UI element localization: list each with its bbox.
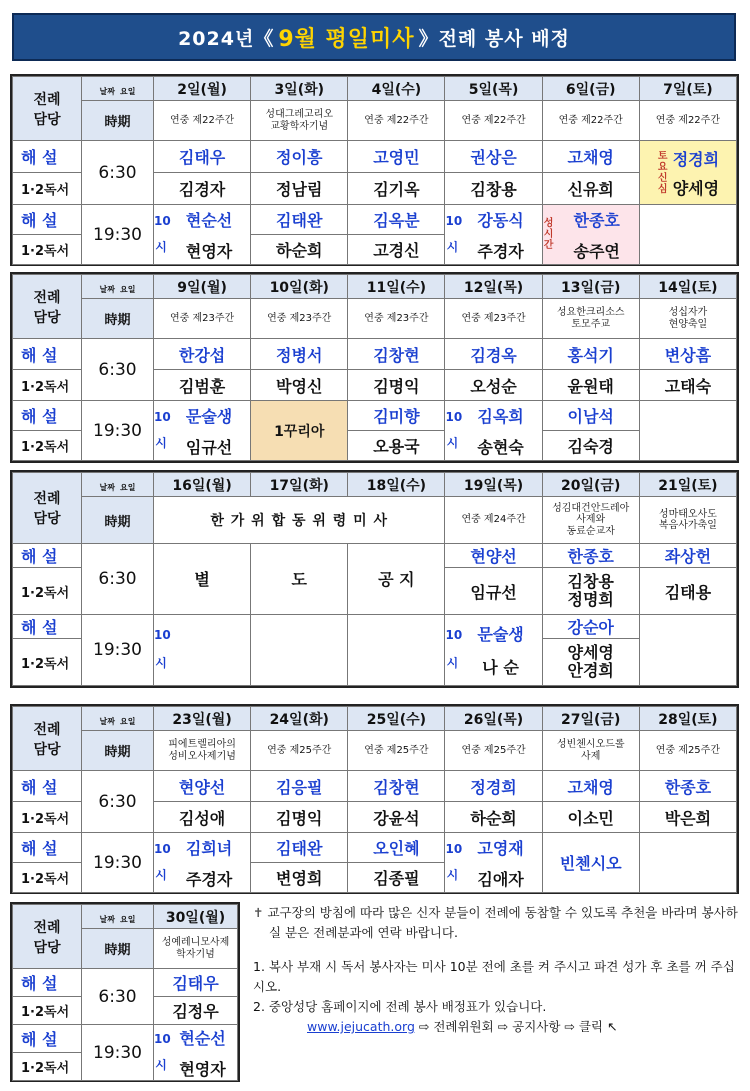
commentator-name: 정경희 <box>445 771 542 802</box>
date-cell: 12일(목) <box>445 275 542 299</box>
commentator-name: 김태우 <box>154 141 251 173</box>
ten-am-cell <box>154 614 251 685</box>
date-cell: 4일(수) <box>348 77 445 101</box>
commentator-name: 김옥분 <box>348 205 445 235</box>
commentator-name: 문술생 <box>477 624 524 644</box>
hour-label: 시 <box>155 868 167 882</box>
ten-am-cell <box>445 401 542 461</box>
commentator-name: 정병서 <box>251 339 348 370</box>
title-prefix: 2024년《 <box>178 27 275 50</box>
notice-text: 교구장의 방침에 따라 많은 신자 분들이 전례에 동참할 수 있도록 추천을 바라며 봉사하실 분은 전례분과에 연락 바랍니다. <box>267 905 738 940</box>
commentator-name: 김경옥 <box>445 339 542 370</box>
date-cell: 5일(목) <box>445 77 542 101</box>
commentator-name: 정이흥 <box>251 141 348 173</box>
hour-label: 시 <box>446 868 459 882</box>
commentator-name: 한종호 <box>573 210 620 230</box>
homepage-path <box>247 1017 739 1037</box>
ten-am-cell <box>154 833 251 893</box>
reader-name: 임규선 <box>445 568 542 615</box>
reader-name: 송현숙 <box>477 437 524 457</box>
empty-cell <box>348 614 445 685</box>
date-header: 날짜 요일 <box>82 905 154 929</box>
reader-name: 오성순 <box>445 370 542 401</box>
reader-name: 양세영 안경희 <box>542 639 639 686</box>
reader-name: 김창용 <box>445 173 542 205</box>
date-cell: 26일(목) <box>445 707 542 731</box>
date-cell: 14일(토) <box>639 275 736 299</box>
reader-name: 김명익 <box>348 370 445 401</box>
mass-time: 19:30 <box>82 614 154 685</box>
reader-name: 변영희 <box>251 863 348 893</box>
reader-name: 박영신 <box>251 370 348 401</box>
mass-time: 6:30 <box>82 339 154 401</box>
commentator-name: 고채영 <box>542 141 639 173</box>
date-cell: 20일(금) <box>542 473 639 497</box>
date-cell: 25일(수) <box>348 707 445 731</box>
reader-label: 1·2독서 <box>13 1053 82 1081</box>
commentator-name: 김옥희 <box>477 406 524 426</box>
season-note: 연중 제25주간 <box>348 731 445 771</box>
date-cell: 17일(화) <box>251 473 348 497</box>
vincent-society-cell: 빈첸시오 <box>542 833 639 893</box>
separate-notice: 공 지 <box>348 543 445 614</box>
role-header: 전례 담당 <box>13 707 82 771</box>
mass-time: 6:30 <box>82 141 154 205</box>
commentator-name: 정경희 <box>672 149 720 169</box>
role-header: 전례 담당 <box>13 473 82 544</box>
notice-item-1: 1. 복사 부재 시 독서 봉사자는 미사 10분 전에 초를 켜 주시고 파견 성가 후 초를 꺼 주십시오. <box>253 959 735 994</box>
ten-am-cell <box>445 205 542 265</box>
reader-name: 정남림 <box>251 173 348 205</box>
empty-cell <box>251 614 348 685</box>
mass-time: 6:30 <box>82 543 154 614</box>
hour-label: 시 <box>155 240 167 254</box>
season-label: 時期 <box>82 101 154 141</box>
commentator-name: 오인혜 <box>348 833 445 863</box>
season-note: 연중 제22주간 <box>154 101 251 141</box>
saturday-devotion-mark: 토요신심 <box>657 150 668 195</box>
commentator-name: 김태완 <box>251 205 348 235</box>
ten-label: 10 <box>445 410 463 424</box>
reader-name: 오용국 <box>348 431 445 461</box>
cross-icon: ✝ <box>253 905 264 920</box>
commentator-name: 한종호 <box>639 771 736 802</box>
date-cell: 3일(화) <box>251 77 348 101</box>
ten-label: 10 <box>154 1032 171 1046</box>
commentator-name: 강순아 <box>542 614 639 638</box>
commentator-name: 김태우 <box>154 969 238 997</box>
date-cell: 10일(화) <box>251 275 348 299</box>
reader-label: 1·2독서 <box>13 568 82 615</box>
commentator-label: 해 설 <box>13 543 82 567</box>
season-label: 時期 <box>82 929 154 969</box>
reader-name: 신유희 <box>542 173 639 205</box>
hour-label: 시 <box>446 656 459 671</box>
reader-label: 1·2독서 <box>13 997 82 1025</box>
commentator-name: 현양선 <box>445 543 542 567</box>
reader-name: 김기옥 <box>348 173 445 205</box>
season-note: 연중 제23주간 <box>251 299 348 339</box>
notice-box <box>247 903 739 1083</box>
empty-cell <box>639 614 736 685</box>
date-cell: 11일(수) <box>348 275 445 299</box>
reader-label: 1·2독서 <box>13 370 82 401</box>
mass-time: 6:30 <box>82 969 154 1025</box>
commentator-name: 좌상헌 <box>639 543 736 567</box>
role-header: 전례 담당 <box>13 77 82 141</box>
homepage-path-text: ⇨ 전례위원회 ⇨ 공지사항 ⇨ 클릭 ↖ <box>418 1019 618 1034</box>
season-note: 연중 제25주간 <box>445 731 542 771</box>
commentator-label: 해 설 <box>13 833 82 863</box>
reader-name: 송주연 <box>573 241 620 261</box>
reader-name: 김명익 <box>251 802 348 833</box>
season-note: 성마태오사도 복음사가축일 <box>639 497 736 544</box>
date-cell: 2일(월) <box>154 77 251 101</box>
commentator-name: 고채영 <box>542 771 639 802</box>
season-note: 성김대건안드레아 사제와 동료순교자 <box>542 497 639 544</box>
commentator-name: 고영민 <box>348 141 445 173</box>
week-2-table <box>10 272 739 463</box>
ten-label: 10 <box>154 628 171 643</box>
reader-name: 김숙경 <box>542 431 639 461</box>
commentator-name: 권상은 <box>445 141 542 173</box>
reader-label: 1·2독서 <box>13 802 82 833</box>
commentator-label: 해 설 <box>13 205 82 235</box>
season-label: 時期 <box>82 299 154 339</box>
commentator-name: 현순선 <box>185 210 233 230</box>
commentator-name: 이남석 <box>542 401 639 431</box>
holy-hour-mark: 성시간 <box>543 218 554 251</box>
commentator-name: 홍석기 <box>542 339 639 370</box>
date-cell: 13일(금) <box>542 275 639 299</box>
empty-cell <box>639 205 736 265</box>
reader-name: 김종필 <box>348 863 445 893</box>
reader-name: 주경자 <box>477 241 524 261</box>
date-cell: 9일(월) <box>154 275 251 299</box>
week-3-table <box>10 470 739 688</box>
season-note: 성대그레고리오 교황학자기념 <box>251 101 348 141</box>
date-cell: 18일(수) <box>348 473 445 497</box>
reader-name: 현영자 <box>185 241 233 261</box>
reader-label: 1·2독서 <box>13 431 82 461</box>
reader-name: 주경자 <box>185 869 233 889</box>
commentator-name: 김창현 <box>348 339 445 370</box>
title-highlight: 9월 평일미사 <box>278 26 415 52</box>
date-cell: 24일(화) <box>251 707 348 731</box>
ten-label: 10 <box>445 628 463 643</box>
date-header: 날짜 요일 <box>82 473 154 497</box>
reader-name: 윤원태 <box>542 370 639 401</box>
notice-paragraph <box>247 903 739 943</box>
mass-time: 19:30 <box>82 401 154 461</box>
reader-name: 현영자 <box>179 1059 226 1079</box>
reader-name: 임규선 <box>185 437 233 457</box>
role-header: 전례 담당 <box>13 275 82 339</box>
commentator-name: 한종호 <box>542 543 639 567</box>
commentator-name: 김응필 <box>251 771 348 802</box>
commentator-label: 해 설 <box>13 969 82 997</box>
reader-name: 고경신 <box>348 235 445 265</box>
commentator-name: 현순선 <box>179 1028 226 1048</box>
season-note: 성요한크리소스 토모주교 <box>542 299 639 339</box>
commentator-name: 김미향 <box>348 401 445 431</box>
saturday-devotion-cell <box>639 141 736 205</box>
commentator-name: 현양선 <box>154 771 251 802</box>
ten-label: 10 <box>445 842 463 856</box>
date-header: 날짜 요일 <box>82 707 154 731</box>
hour-label: 시 <box>155 1058 167 1072</box>
page-title <box>12 13 736 61</box>
reader-name: 이소민 <box>542 802 639 833</box>
season-note: 성예레니모사제 학자기념 <box>154 929 238 969</box>
date-cell: 28일(토) <box>639 707 736 731</box>
chuseok-mass-note: 한 가 위 합 동 위 령 미 사 <box>154 497 445 544</box>
ten-label: 10 <box>154 214 171 228</box>
commentator-name: 강동식 <box>477 210 524 230</box>
hour-label: 시 <box>446 436 459 450</box>
reader-label: 1·2독서 <box>13 235 82 265</box>
season-note: 연중 제25주간 <box>251 731 348 771</box>
season-note: 연중 제23주간 <box>154 299 251 339</box>
homepage-link[interactable]: www.jejucath.org <box>307 1019 415 1034</box>
season-note: 연중 제25주간 <box>639 731 736 771</box>
reader-label: 1·2독서 <box>13 639 82 686</box>
commentator-label: 해 설 <box>13 401 82 431</box>
notice-item-2: 2. 중앙성당 홈페이지에 전례 봉사 배정표가 있습니다. <box>253 999 547 1014</box>
season-note: 성빈첸시오드롤 사제 <box>542 731 639 771</box>
date-cell: 21일(토) <box>639 473 736 497</box>
mass-time: 19:30 <box>82 833 154 893</box>
mass-time: 19:30 <box>82 1025 154 1081</box>
ten-label: 10 <box>154 410 171 424</box>
empty-cell <box>639 833 736 893</box>
season-note: 연중 제24주간 <box>445 497 542 544</box>
reader-name: 박은희 <box>639 802 736 833</box>
week-5-table <box>10 902 240 1082</box>
season-label: 時期 <box>82 731 154 771</box>
mass-time: 6:30 <box>82 771 154 833</box>
season-note: 연중 제22주간 <box>445 101 542 141</box>
hour-label: 시 <box>155 656 167 671</box>
ten-am-cell <box>154 401 251 461</box>
date-cell: 16일(월) <box>154 473 251 497</box>
commentator-name: 문술생 <box>185 406 233 426</box>
commentator-name: 김태완 <box>251 833 348 863</box>
reader-name: 하순희 <box>445 802 542 833</box>
date-cell: 23일(월) <box>154 707 251 731</box>
commentator-name: 김창현 <box>348 771 445 802</box>
date-cell: 7일(토) <box>639 77 736 101</box>
hour-label: 시 <box>155 436 167 450</box>
date-cell: 19일(목) <box>445 473 542 497</box>
reader-name: 김경자 <box>154 173 251 205</box>
reader-label: 1·2독서 <box>13 863 82 893</box>
commentator-label: 해 설 <box>13 1025 82 1053</box>
date-cell: 27일(금) <box>542 707 639 731</box>
commentator-name: 고영재 <box>477 838 524 858</box>
reader-name: 양세영 <box>672 178 720 198</box>
empty-cell <box>639 401 736 461</box>
ten-am-cell <box>154 1025 238 1081</box>
commentator-name: 변상흠 <box>639 339 736 370</box>
season-note: 연중 제22주간 <box>542 101 639 141</box>
date-header: 날짜 요일 <box>82 77 154 101</box>
separate-notice: 별 <box>154 543 251 614</box>
season-note: 연중 제22주간 <box>639 101 736 141</box>
commentator-name: 한강섭 <box>154 339 251 370</box>
season-note: 연중 제23주간 <box>348 299 445 339</box>
week-4-table <box>10 704 739 894</box>
ten-label: 10 <box>445 214 463 228</box>
separate-notice: 도 <box>251 543 348 614</box>
reader-name: 김성애 <box>154 802 251 833</box>
season-note: 피에트렐리아의 성비오사제기념 <box>154 731 251 771</box>
hour-label: 시 <box>446 240 459 254</box>
reader-name: 김범훈 <box>154 370 251 401</box>
commentator-label: 해 설 <box>13 141 82 173</box>
reader-name: 강윤석 <box>348 802 445 833</box>
ten-am-cell <box>445 614 542 685</box>
season-note: 성십자가 현양축일 <box>639 299 736 339</box>
season-label: 時期 <box>82 497 154 544</box>
reader-name: 김태용 <box>639 568 736 615</box>
ten-label: 10 <box>154 842 171 856</box>
date-cell: 6일(금) <box>542 77 639 101</box>
commentator-name: 김희녀 <box>185 838 233 858</box>
reader-name: 김창용 정명희 <box>542 568 639 615</box>
season-note: 연중 제23주간 <box>445 299 542 339</box>
curia-cell: 1꾸리아 <box>251 401 348 461</box>
title-suffix: 》전례 봉사 배정 <box>418 27 570 50</box>
date-cell: 30일(월) <box>154 905 238 929</box>
reader-name: 김애자 <box>477 869 524 889</box>
holy-hour-cell <box>542 205 639 265</box>
reader-name: 나 순 <box>482 657 519 677</box>
role-header: 전례 담당 <box>13 905 82 969</box>
commentator-label: 해 설 <box>13 339 82 370</box>
date-header: 날짜 요일 <box>82 275 154 299</box>
reader-name: 고태숙 <box>639 370 736 401</box>
ten-am-cell <box>154 205 251 265</box>
commentator-label: 해 설 <box>13 614 82 638</box>
mass-time: 19:30 <box>82 205 154 265</box>
season-note: 연중 제22주간 <box>348 101 445 141</box>
ten-am-cell <box>445 833 542 893</box>
commentator-label: 해 설 <box>13 771 82 802</box>
reader-name: 하순희 <box>251 235 348 265</box>
reader-label: 1·2독서 <box>13 173 82 205</box>
week-1-table <box>10 74 739 266</box>
reader-name: 김정우 <box>154 997 238 1025</box>
